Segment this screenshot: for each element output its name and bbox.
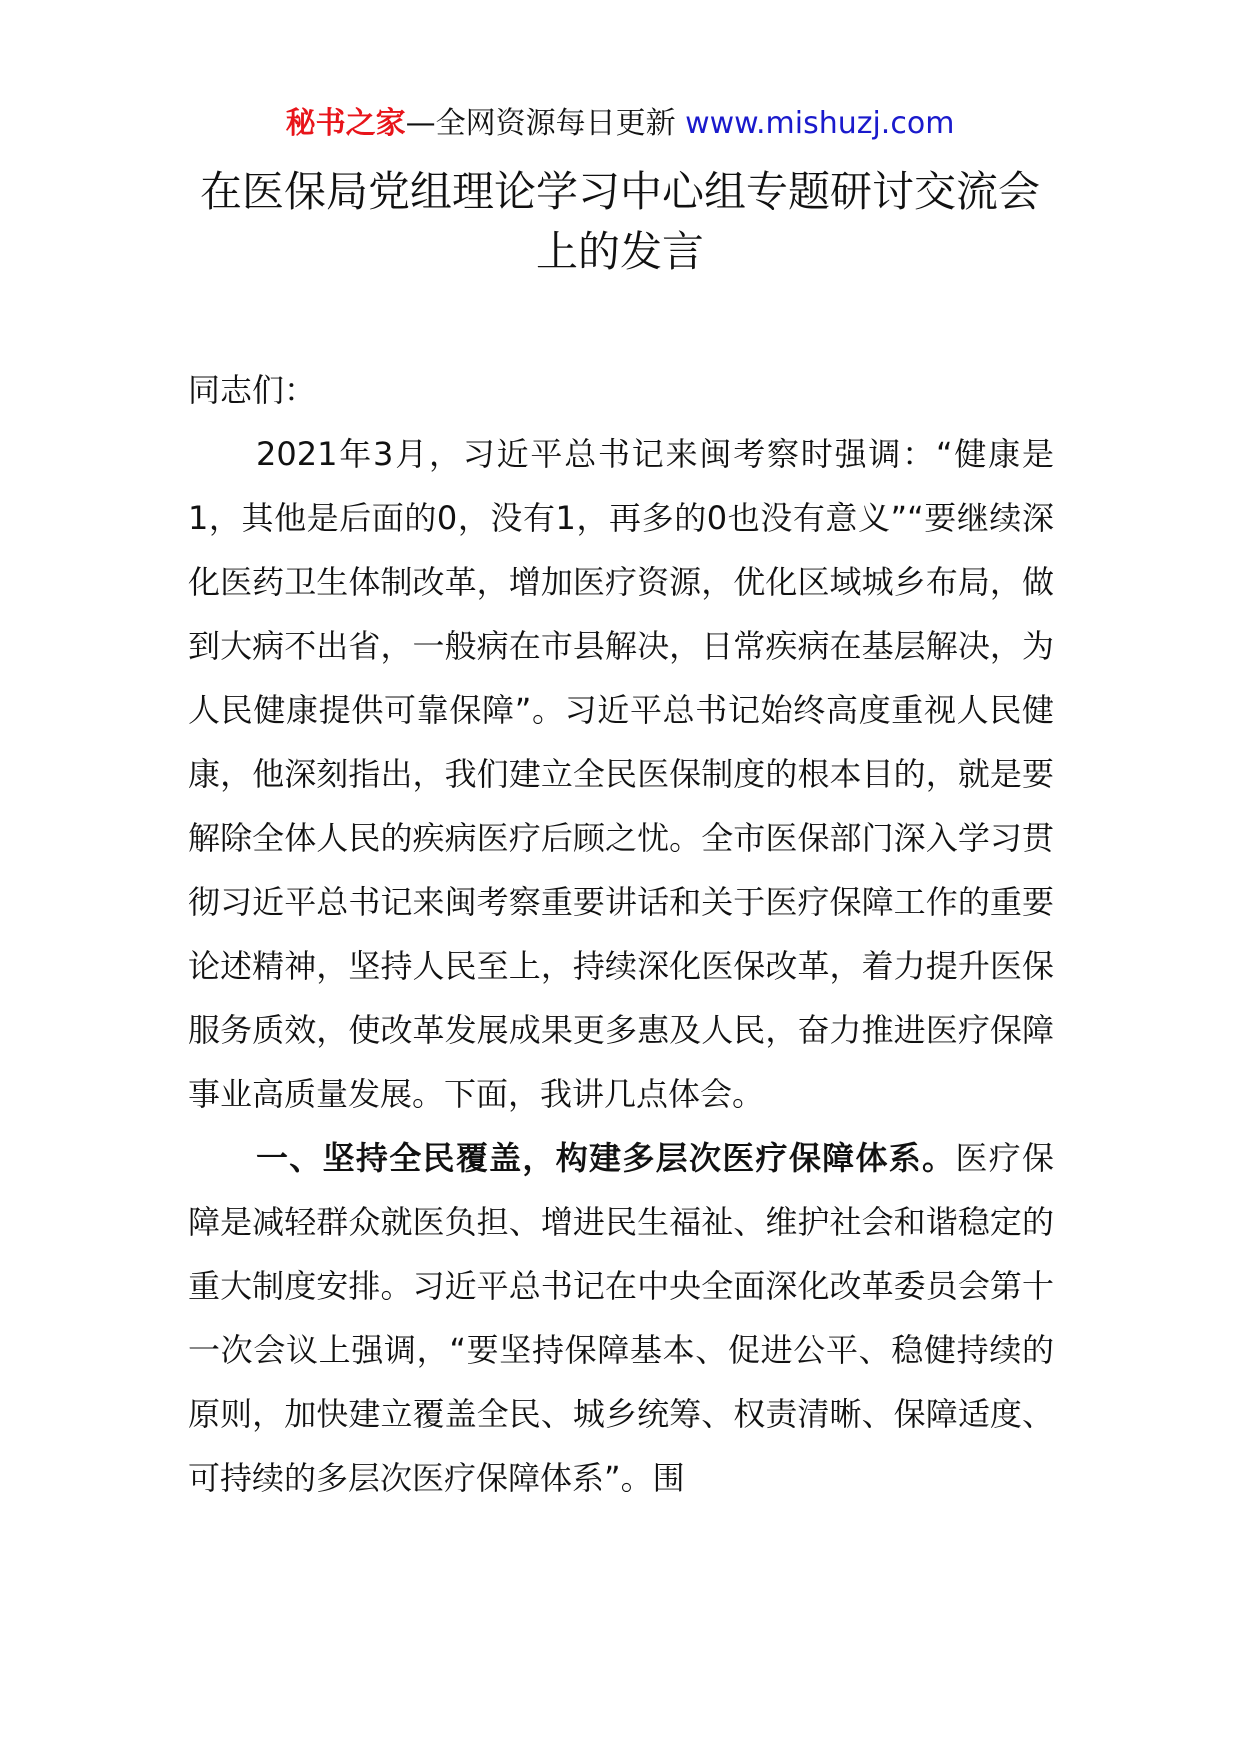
paragraph-2-lead: 一、坚持全民覆盖，构建多层次医疗保障体系。: [256, 1139, 956, 1177]
title-line-2: 上的发言: [535, 227, 704, 276]
paragraph-2: [188, 1126, 1054, 1510]
salutation: 同志们：: [188, 371, 317, 409]
site-brand: 秘书之家: [285, 106, 406, 141]
site-url-link[interactable]: www.mishuzj.com: [675, 106, 955, 141]
title-line-1: 在医保局党组理论学习中心组专题研讨交流会: [199, 167, 1040, 216]
paragraph-2-text: 医疗保障是减轻群众就医负担、增进民生福祉、维护社会和谐稳定的重大制度安排。习近平总书记在中央全面深化改革委员会第十一次会议上强调，“要坚持保障基本、促进公平、稳健持续的原则，加快建立覆盖全民、城乡统筹、权责清晰、保障适度、可持续的多层次医疗保障体系”。围: [188, 1139, 1054, 1497]
site-tagline: —全网资源每日更新: [405, 106, 676, 141]
paragraph-1: 2021年3月，习近平总书记来闽考察时强调：“健康是1，其他是后面的0，没有1，再多的0也没有意义”“要继续深化医药卫生体制改革，增加医疗资源，优化区域城乡布局，做到大病不出省，一般病在市县解决，日常疾病在基层解决，为人民健康提供可靠保障”。习近平总书记始终高度重视人民健康，他深刻指出，我们建立全民医保制度的根本目的，就是要解除全体人民的疾病医疗后顾之忧。全市医保部门深入学习贯彻习近平总书记来闽考察重要讲话和关于医疗保障工作的重要论述精神，坚持人民至上，持续深化医保改革，着力提升医保服务质效，使改革发展成果更多惠及人民，奋力推进医疗保障事业高质量发展。下面，我讲几点体会。: [188, 435, 1054, 1113]
document-body: [188, 358, 1054, 1510]
site-header: [0, 104, 1240, 144]
document-title: [0, 162, 1240, 282]
